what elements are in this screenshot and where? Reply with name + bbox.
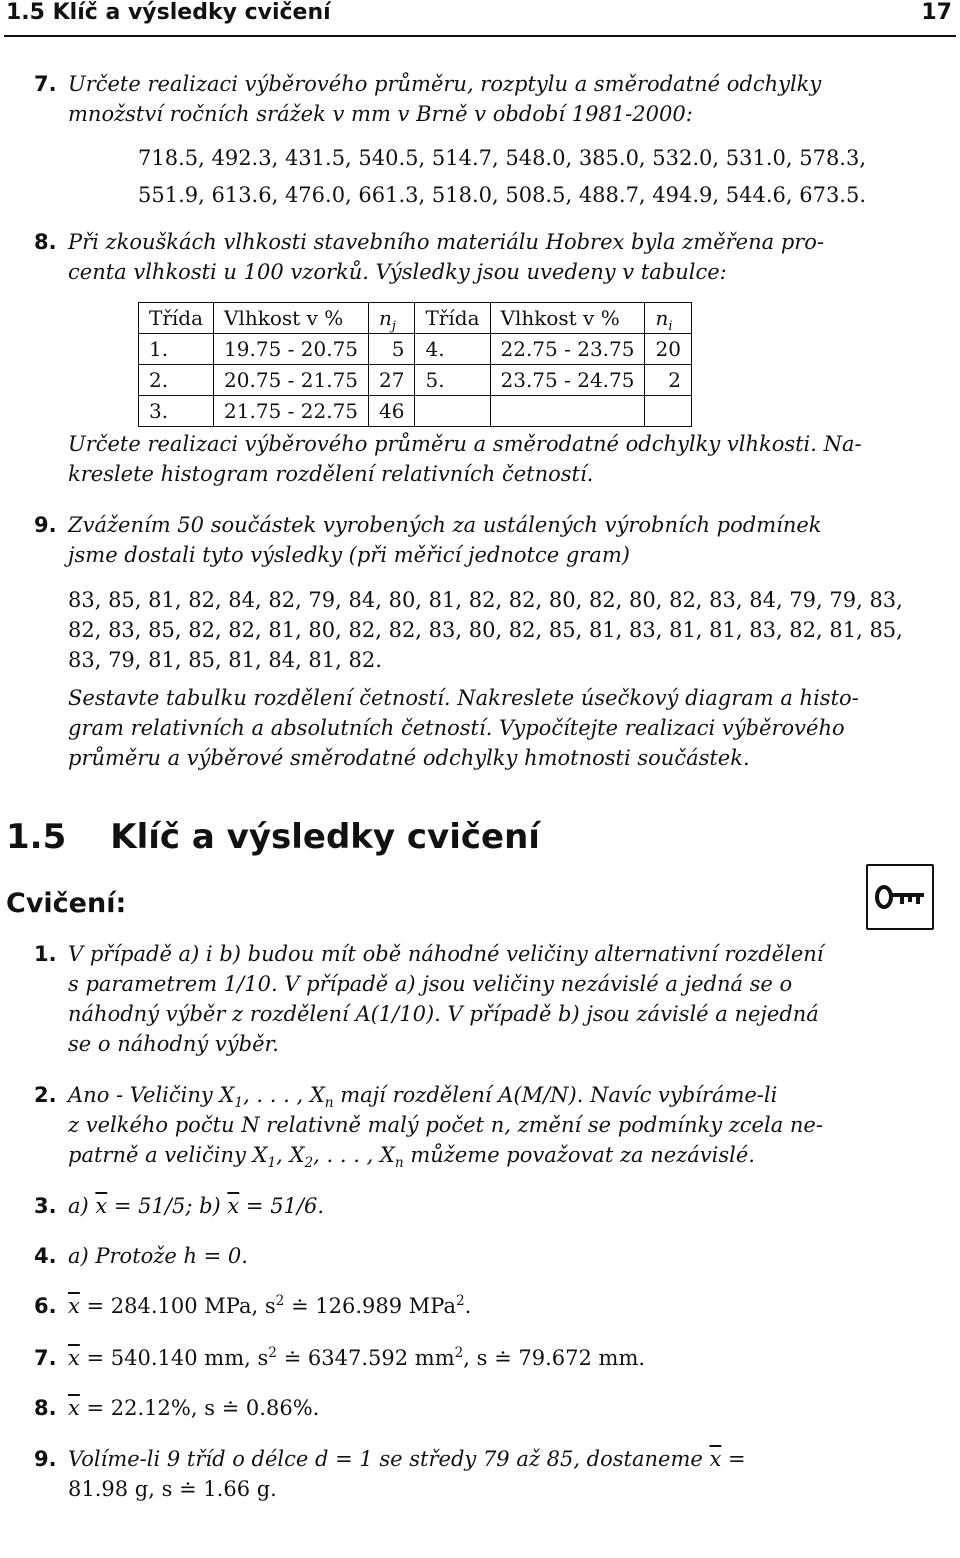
answer-number: 8. <box>34 1396 57 1420</box>
data-values: 83, 85, 81, 82, 84, 82, 79, 84, 80, 81, 82, 82, 80, 82, 80, 82, 83, 84, 79, 79, 83, <box>68 588 903 612</box>
problem-text: Sestavte tabulku rozdělení četností. Nakreslete úsečkový diagram a histo- <box>68 686 859 710</box>
table-cell: 3. <box>139 396 214 427</box>
problem-number: 7. <box>34 72 57 96</box>
header-title: 1.5 Klíč a výsledky cvičení <box>6 0 331 25</box>
answer-number: 2. <box>34 1083 57 1107</box>
table-cell: 21.75 - 22.75 <box>214 396 369 427</box>
problem-number: 8. <box>34 230 57 254</box>
answer-text: náhodný výběr z rozdělení A(1/10). V případě b) jsou závislé a nejedná <box>68 1002 819 1026</box>
table-header-cell: Vlhkost v % <box>490 303 645 334</box>
data-values: 83, 79, 81, 85, 81, 84, 81, 82. <box>68 648 382 672</box>
table-cell: 23.75 - 24.75 <box>490 365 645 396</box>
table-row <box>139 396 692 427</box>
problem-text: množství ročních srážek v mm v Brně v období 1981-2000: <box>68 102 693 126</box>
answer-number: 9. <box>34 1447 57 1471</box>
table-cell <box>645 396 691 427</box>
answer-number: 4. <box>34 1244 57 1268</box>
table-header-cell: Třída <box>139 303 214 334</box>
key-icon <box>866 864 934 930</box>
answer-text: V případě a) i b) budou mít obě náhodné veličiny alternativní rozdělení <box>68 942 824 966</box>
table-row <box>139 365 692 396</box>
table-cell: 1. <box>139 334 214 365</box>
answer-text: a) Protože h = 0. <box>68 1244 248 1268</box>
table-header-cell: Vlhkost v % <box>214 303 369 334</box>
table-header-cell: $n_i$ <box>645 303 691 334</box>
problem-text: Určete realizaci výběrového průměru a směrodatné odchylky vlhkosti. Na- <box>68 432 862 456</box>
table-cell: 19.75 - 20.75 <box>214 334 369 365</box>
answer-text: s parametrem 1/10. V případě a) jsou veličiny nezávislé a jedná se o <box>68 972 793 996</box>
table-cell: 2. <box>139 365 214 396</box>
table-cell <box>415 396 490 427</box>
page-number: 17 <box>921 0 952 25</box>
answer-text: $\overline{x} = 284.100$ MPa, $s^2$ ≐ 126.989 MPa$^2$. <box>68 1293 472 1318</box>
table-cell: 5. <box>415 365 490 396</box>
table-header-row <box>139 303 692 334</box>
table-row <box>139 334 692 365</box>
answer-text: 81.98 g, s ≐ 1.66 g. <box>68 1477 277 1501</box>
key-icon <box>868 866 932 928</box>
table-cell: 5 <box>369 334 415 365</box>
table-cell: 2 <box>645 365 691 396</box>
data-values: 82, 83, 85, 82, 82, 81, 80, 82, 82, 83, 80, 82, 85, 81, 83, 81, 81, 83, 82, 81, 85, <box>68 618 903 642</box>
answer-text: $\overline{x} = 540.140$ mm, $s^2$ ≐ 6347.592 $mm^2$, s ≐ 79.672 mm. <box>68 1345 646 1370</box>
answer-text: $\overline{x} = 22.12\%$, s ≐ 0.86%. <box>68 1396 320 1420</box>
problem-text: centa vlhkosti u 100 vzorků. Výsledky jsou uvedeny v tabulce: <box>68 260 727 284</box>
table-header-cell: $n_j$ <box>369 303 415 334</box>
answer-text: Volíme-li 9 tříd o délce d = 1 se středy 79 až 85, dostaneme $\overline{x}$ = <box>68 1447 746 1471</box>
answer-text: se o náhodný výběr. <box>68 1032 279 1056</box>
section-title: Klíč a výsledky cvičení <box>110 817 540 857</box>
section-heading <box>6 817 540 857</box>
table-cell: 4. <box>415 334 490 365</box>
problem-text: jsme dostali tyto výsledky (při měřicí jednotce gram) <box>68 543 630 567</box>
answer-text: Ano - Veličiny $X_1$, . . . , $X_n$ mají rozdělení A(M/N). Navíc vybíráme-li <box>68 1083 778 1112</box>
page-header <box>0 0 960 34</box>
answer-number: 6. <box>34 1294 57 1318</box>
problem-text: Zvážením 50 součástek vyrobených za ustálených výrobních podmínek <box>68 513 822 537</box>
subsection-heading: Cvičení: <box>6 888 127 919</box>
problem-text: gram relativních a absolutních četností. Vypočítejte realizaci výběrového <box>68 716 845 740</box>
answer-number: 3. <box>34 1194 57 1218</box>
data-values: 551.9, 613.6, 476.0, 661.3, 518.0, 508.5, 488.7, 494.9, 544.6, 673.5. <box>138 183 867 207</box>
table-cell: 46 <box>369 396 415 427</box>
moisture-table <box>138 302 692 427</box>
answer-text: z velkého počtu N relativně malý počet n, změní se podmínky zcela ne- <box>68 1113 823 1137</box>
table-cell: 27 <box>369 365 415 396</box>
table-cell: 22.75 - 23.75 <box>490 334 645 365</box>
table-cell <box>490 396 645 427</box>
answer-number: 1. <box>34 942 57 966</box>
problem-text: průměru a výběrové směrodatné odchylky hmotnosti součástek. <box>68 746 750 770</box>
header-rule <box>4 35 956 37</box>
section-number: 1.5 <box>6 817 67 857</box>
problem-text: kreslete histogram rozdělení relativních četností. <box>68 462 594 486</box>
problem-text: Určete realizaci výběrového průměru, rozptylu a směrodatné odchylky <box>68 72 822 96</box>
problem-number: 9. <box>34 513 57 537</box>
answer-text: a) $\overline{x} = 51/5$; b) $\overline{x} = 51/6$. <box>68 1194 325 1218</box>
answer-number: 7. <box>34 1346 57 1370</box>
answer-text: patrně a veličiny $X_1$, $X_2$, . . . , $X_n$ můžeme považovat za nezávislé. <box>68 1143 755 1172</box>
problem-text: Při zkouškách vlhkosti stavebního materiálu Hobrex byla změřena pro- <box>68 230 825 254</box>
table-header-cell: Třída <box>415 303 490 334</box>
table-cell: 20 <box>645 334 691 365</box>
table-cell: 20.75 - 21.75 <box>214 365 369 396</box>
data-values: 718.5, 492.3, 431.5, 540.5, 514.7, 548.0, 385.0, 532.0, 531.0, 578.3, <box>138 146 867 170</box>
